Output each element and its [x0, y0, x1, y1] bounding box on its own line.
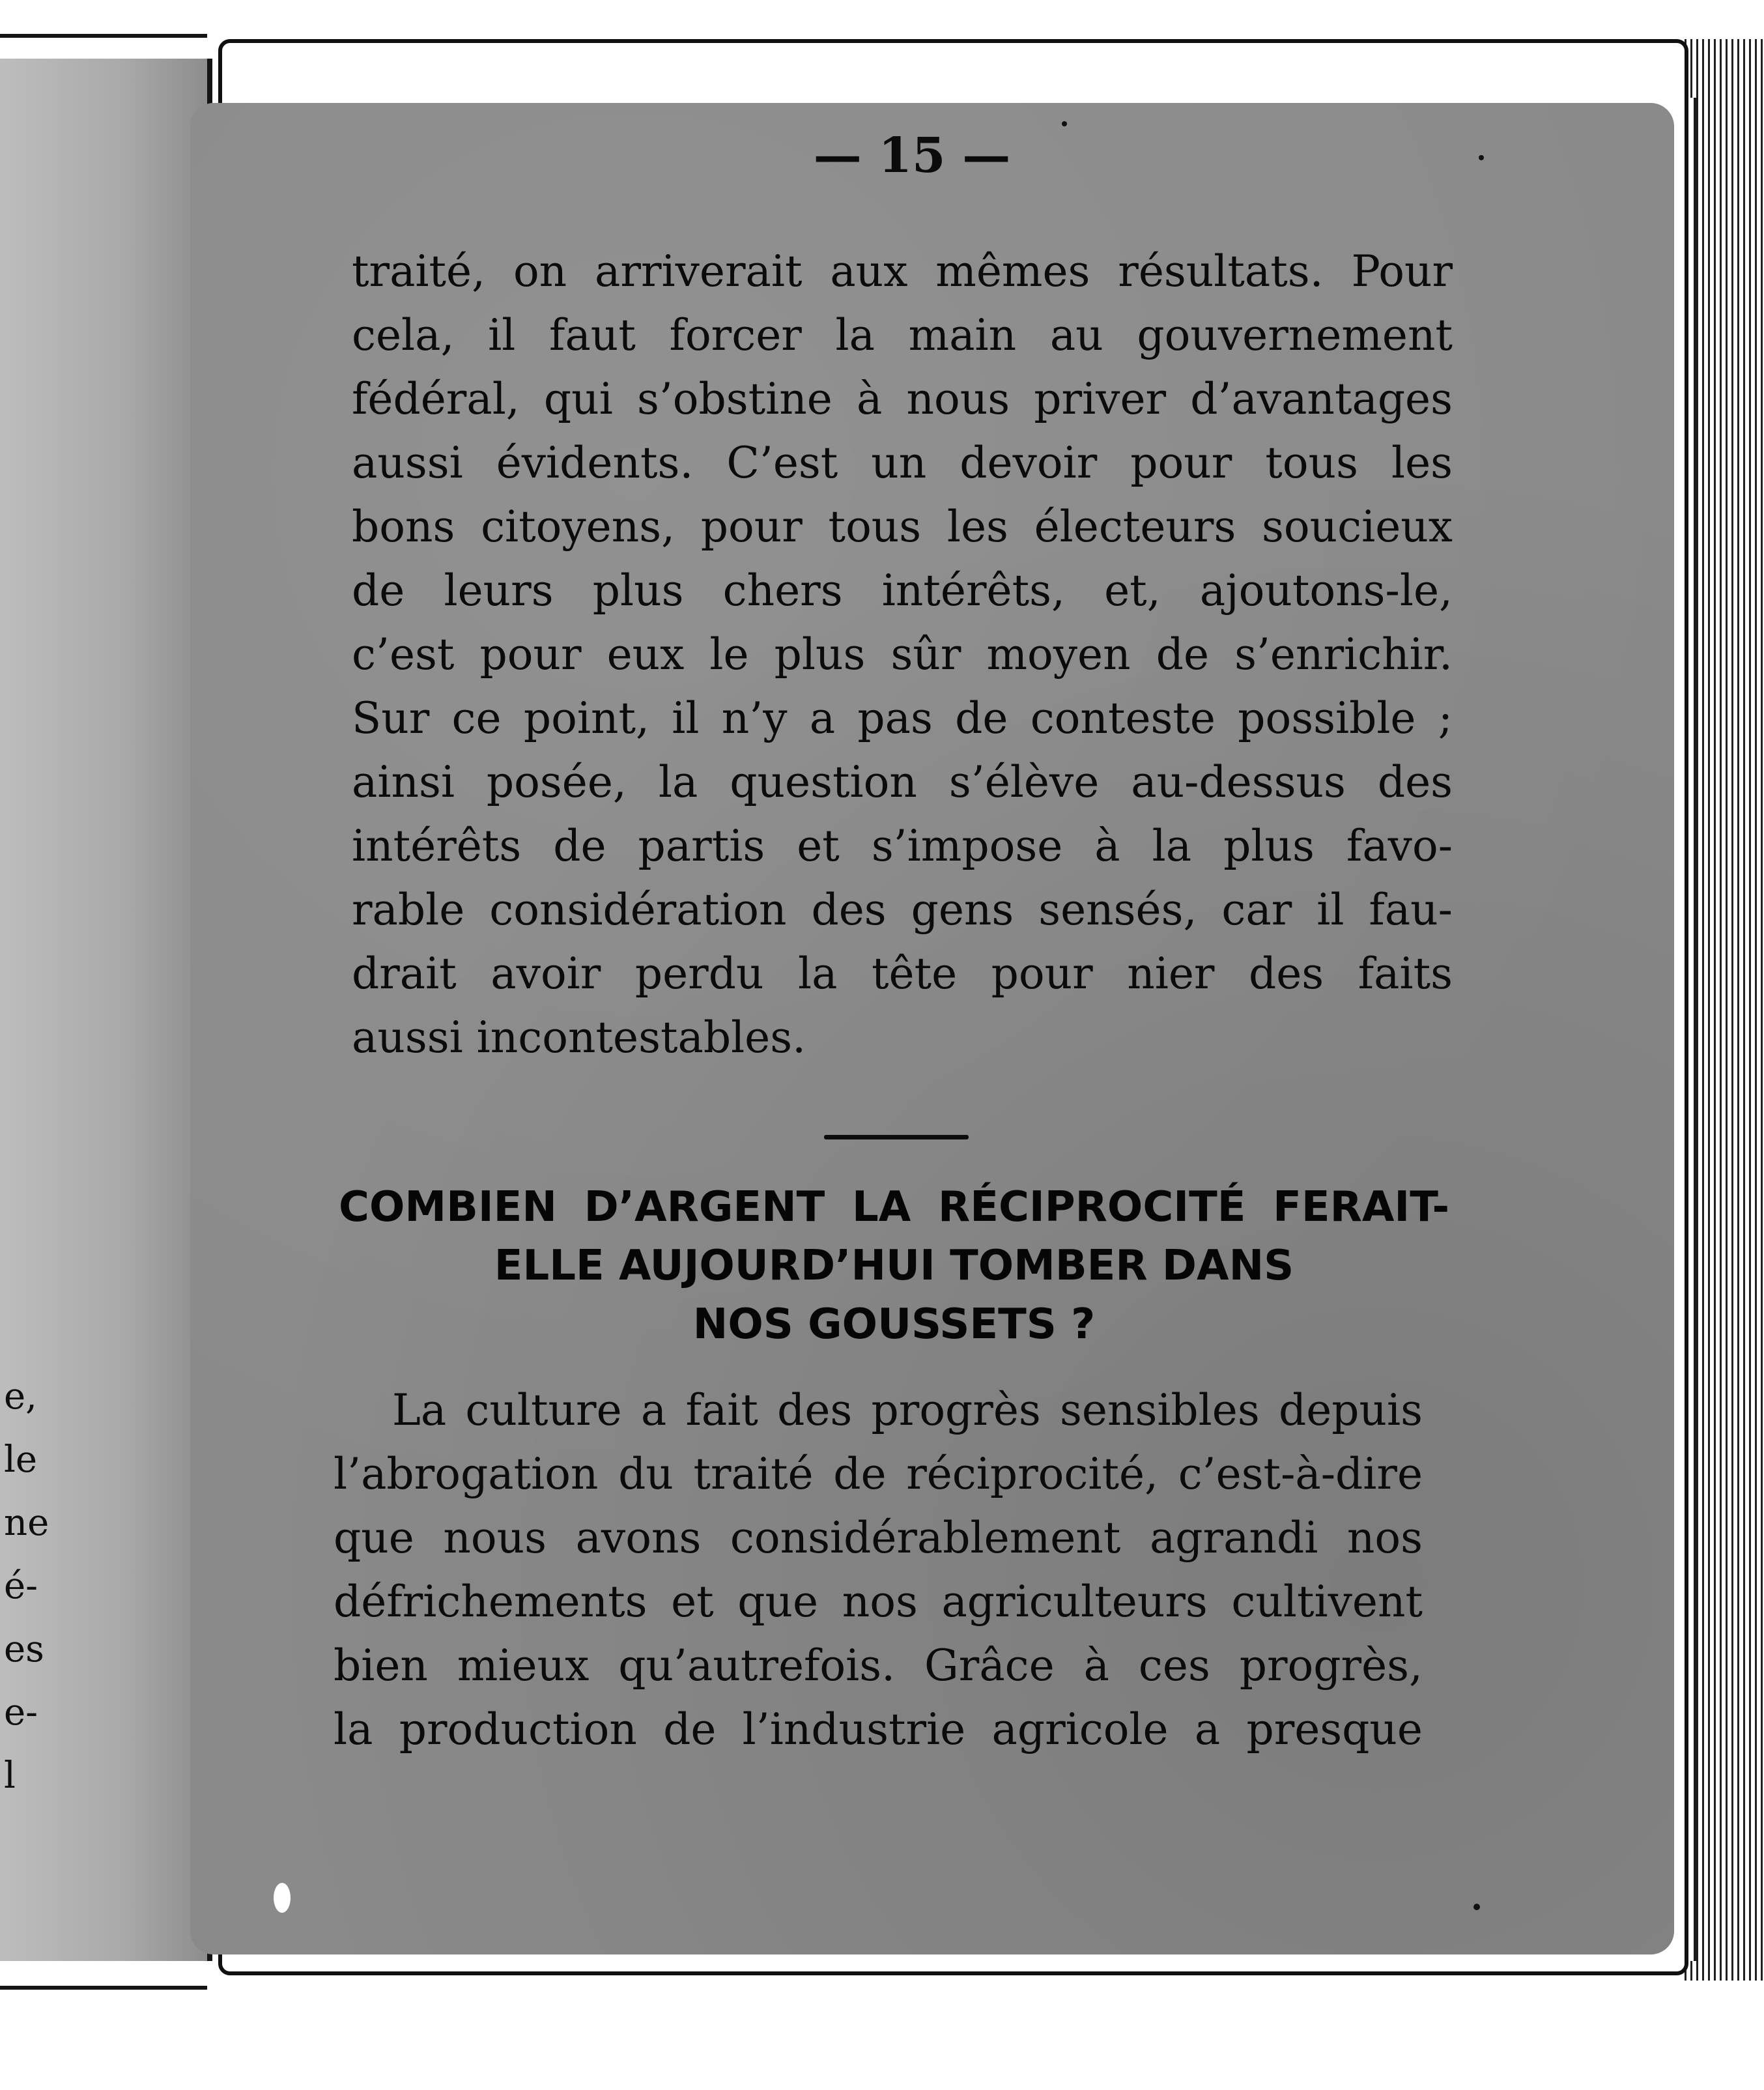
- fragment-line: e-: [4, 1691, 38, 1734]
- text-line: aussi incontestables.: [352, 1012, 806, 1063]
- text-line: c’est pour eux le plus sûr moyen de s’enrichir.: [352, 629, 1453, 680]
- section-divider: [824, 1135, 969, 1139]
- previous-page-text-fragments: [4, 1365, 56, 1807]
- text-line: défrichements et que nos agriculteurs cultivent: [334, 1577, 1423, 1627]
- text-line: intérêts de partis et s’impose à la plus favo-: [352, 821, 1453, 871]
- heading-line: NOS GOUSSETS ?: [692, 1300, 1096, 1349]
- scan-speck: [1062, 121, 1067, 126]
- text-line: bons citoyens, pour tous les électeurs soucieux: [352, 502, 1453, 552]
- section-heading: [339, 1178, 1449, 1354]
- scan-speck: [1473, 1904, 1480, 1910]
- fragment-line: e,: [4, 1375, 37, 1418]
- text-line: aussi évidents. C’est un devoir pour tous les: [352, 438, 1453, 488]
- scan-speck: [1479, 155, 1484, 160]
- text-line: l’abrogation du traité de réciprocité, c’est-à-dire: [334, 1449, 1423, 1499]
- text-line: que nous avons considérablement agrandi nos: [334, 1513, 1423, 1563]
- text-line: ainsi posée, la question s’élève au-dessus des: [352, 757, 1453, 807]
- fragment-line: le: [4, 1439, 38, 1481]
- fragment-line: l: [4, 1754, 16, 1797]
- body-paragraph-2: [334, 1379, 1423, 1762]
- text-line: traité, on arriverait aux mêmes résultats. Pour: [352, 246, 1453, 296]
- heading-line: COMBIEN D’ARGENT LA RÉCIPROCITÉ FERAIT-: [339, 1183, 1449, 1231]
- fragment-line: es: [4, 1628, 44, 1670]
- text-line: la production de l’industrie agricole a presque: [334, 1704, 1423, 1754]
- text-line: fédéral, qui s’obstine à nous priver d’avantages: [352, 374, 1453, 424]
- body-paragraph-1: [352, 240, 1453, 1070]
- text-line: de leurs plus chers intérêts, et, ajoutons-le,: [352, 565, 1453, 616]
- text-line: Sur ce point, il n’y a pas de conteste possible ;: [352, 693, 1453, 743]
- text-line: rable considération des gens sensés, car il fau-: [352, 885, 1453, 935]
- text-line: bien mieux qu’autrefois. Grâce à ces progrès,: [334, 1640, 1423, 1691]
- heading-line: ELLE AUJOURD’HUI TOMBER DANS: [494, 1242, 1294, 1290]
- text-line: La culture a fait des progrès sensibles depuis: [392, 1385, 1423, 1435]
- text-line: cela, il faut forcer la main au gouvernement: [352, 310, 1453, 360]
- scan-speck: [274, 1883, 291, 1913]
- fragment-line: é-: [4, 1565, 38, 1607]
- fragment-line: ne: [4, 1502, 50, 1544]
- text-line: drait avoir perdu la tête pour nier des faits: [352, 949, 1453, 999]
- page-number: — 15 —: [813, 128, 1011, 184]
